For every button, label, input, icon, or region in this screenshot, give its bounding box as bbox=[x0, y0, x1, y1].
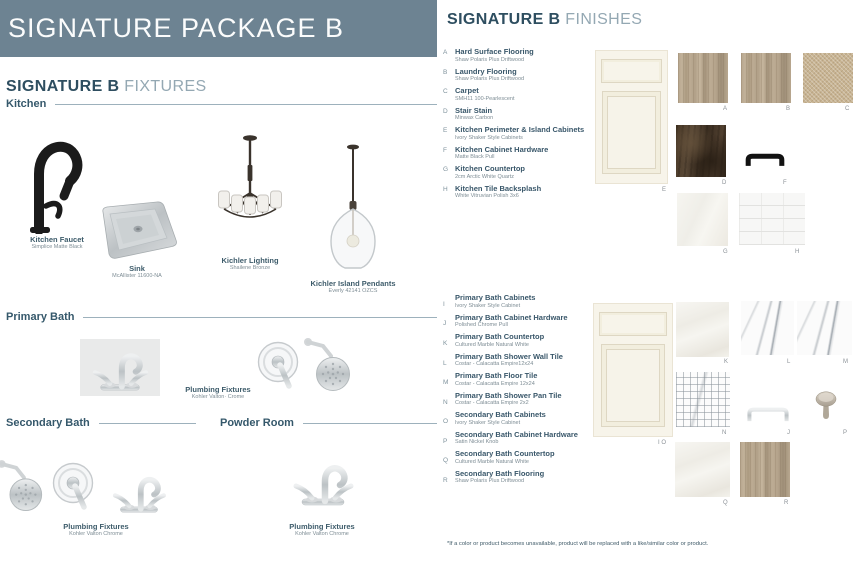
product-name: Plumbing Fixtures bbox=[185, 385, 251, 394]
disclaimer-text: *If a color or product becomes unavailable, product will be replaced with a like/similar color or product. bbox=[447, 541, 709, 547]
finish-item-b bbox=[443, 68, 593, 83]
finishes-list-bottom bbox=[443, 294, 593, 489]
swatch-label-io: I O bbox=[658, 440, 667, 446]
swatch-primary-countertop bbox=[676, 302, 729, 357]
page-title: SIGNATURE PACKAGE B bbox=[8, 13, 345, 43]
section-powder-room-title: Powder Room bbox=[220, 417, 294, 429]
finish-item-m bbox=[443, 372, 593, 387]
cabinet-drawer bbox=[601, 59, 662, 83]
finish-spec: Matte Black Pull bbox=[455, 154, 495, 161]
finish-item-f bbox=[443, 146, 593, 161]
swatch-kitchen-backsplash bbox=[739, 193, 805, 245]
finish-title: Carpet bbox=[455, 86, 479, 96]
finish-letter: O bbox=[443, 418, 449, 426]
finish-title: Hard Surface Flooring bbox=[455, 47, 534, 56]
product-spec: Everly 42141 OZCS bbox=[328, 288, 378, 294]
swatch-label-k: K bbox=[724, 359, 729, 365]
finishes-heading-strong: SIGNATURE B bbox=[447, 11, 566, 28]
finish-item-i bbox=[443, 294, 593, 309]
finish-title: Primary Bath Countertop bbox=[455, 332, 545, 342]
finish-item-n bbox=[443, 392, 593, 407]
finish-spec: SMH11 100-Pearlescent bbox=[455, 95, 515, 102]
island-pendant-image bbox=[323, 143, 383, 278]
finish-letter: G bbox=[443, 166, 449, 174]
finish-item-c bbox=[443, 87, 593, 102]
swatch-kitchen-hardware bbox=[740, 125, 790, 177]
finish-item-o bbox=[443, 411, 593, 426]
kichler-lighting-image bbox=[215, 133, 285, 255]
powder-room-plumbing-label bbox=[272, 522, 372, 538]
finish-title: Kitchen Tile Backsplash bbox=[455, 183, 542, 193]
finish-letter: E bbox=[443, 127, 448, 135]
finish-letter: N bbox=[443, 398, 448, 406]
swatch-secondary-flooring bbox=[740, 442, 790, 497]
swatch-label-n: N bbox=[722, 430, 727, 436]
finish-spec: Shaw Polaris Plus Driftwood bbox=[455, 478, 525, 485]
section-kitchen bbox=[6, 98, 437, 110]
primary-shower-head-image bbox=[303, 336, 353, 396]
finish-spec: Cultured Marble Natural White bbox=[455, 458, 529, 465]
finish-title: Secondary Bath Flooring bbox=[455, 468, 545, 478]
finish-title: Secondary Bath Countertop bbox=[455, 449, 555, 459]
section-rule bbox=[99, 423, 196, 424]
section-kitchen-title: Kitchen bbox=[6, 98, 47, 110]
swatch-hard-surface-flooring bbox=[678, 53, 728, 103]
product-name: Sink bbox=[129, 264, 145, 273]
section-rule bbox=[55, 104, 437, 105]
section-secondary-bath bbox=[6, 417, 196, 429]
swatch-stair-stain bbox=[676, 125, 726, 177]
finish-letter: F bbox=[443, 146, 447, 154]
finish-title: Kitchen Perimeter & Island Cabinets bbox=[455, 125, 585, 135]
finish-letter: I bbox=[443, 300, 445, 308]
swatch-shower-pan-tile bbox=[676, 372, 730, 427]
kichler-lighting-label bbox=[200, 256, 300, 272]
swatch-label-f: F bbox=[783, 180, 787, 186]
finish-title: Kitchen Countertop bbox=[455, 164, 525, 174]
kitchen-faucet-label bbox=[7, 235, 107, 251]
finish-title: Secondary Bath Cabinet Hardware bbox=[455, 429, 578, 439]
finish-item-a bbox=[443, 48, 593, 63]
product-spec: Kohler Valton Chrome bbox=[295, 531, 349, 537]
cabinet-drawer bbox=[599, 312, 666, 336]
finish-spec: Costar - Calacatta Empire 2x2 bbox=[455, 400, 529, 407]
finish-item-r bbox=[443, 470, 593, 485]
finish-spec: Polished Chrome Pull bbox=[455, 322, 508, 329]
powder-room-faucet-image bbox=[288, 452, 358, 510]
finish-title: Primary Bath Shower Wall Tile bbox=[455, 351, 563, 361]
finish-letter: B bbox=[443, 68, 448, 76]
section-rule bbox=[83, 317, 437, 318]
primary-shower-trim-image bbox=[255, 341, 301, 391]
finish-title: Stair Stain bbox=[455, 105, 493, 115]
finishes-list-top bbox=[443, 48, 593, 204]
swatch-cabinet-bath bbox=[593, 303, 673, 437]
swatch-primary-hardware bbox=[741, 372, 794, 427]
finish-title: Primary Bath Cabinets bbox=[455, 293, 536, 302]
finishes-heading bbox=[447, 11, 642, 29]
finish-letter: A bbox=[443, 49, 448, 56]
swatch-label-e: E bbox=[662, 187, 667, 193]
product-spec: McAllister 11600-NA bbox=[112, 273, 162, 279]
finish-spec: Ivory Shaker Style Cabinets bbox=[455, 134, 523, 141]
swatch-label-g: G bbox=[723, 249, 728, 255]
product-name: Plumbing Fixtures bbox=[289, 522, 355, 531]
swatch-label-l: L bbox=[787, 359, 791, 365]
swatch-label-p: P bbox=[843, 430, 848, 436]
swatch-label-r: R bbox=[784, 500, 789, 506]
swatch-shower-wall-tile bbox=[741, 301, 794, 355]
product-name: Kichler Island Pendants bbox=[310, 279, 396, 288]
finish-item-h bbox=[443, 185, 593, 200]
swatch-label-a: A bbox=[723, 106, 728, 112]
fixtures-heading-strong: SIGNATURE B bbox=[6, 78, 125, 95]
finish-letter: J bbox=[443, 320, 447, 328]
fixtures-heading bbox=[6, 78, 207, 96]
swatch-label-b: B bbox=[786, 106, 791, 112]
finish-title: Primary Bath Cabinet Hardware bbox=[455, 312, 568, 322]
primary-bath-plumbing-label bbox=[168, 385, 268, 401]
finish-letter: K bbox=[443, 340, 448, 347]
section-powder-room bbox=[220, 417, 437, 429]
finish-item-g bbox=[443, 165, 593, 180]
finish-letter: M bbox=[443, 379, 449, 387]
finish-title: Laundry Flooring bbox=[455, 66, 517, 76]
fixtures-heading-light: FIXTURES bbox=[124, 78, 207, 95]
cabinet-door-panel bbox=[601, 344, 665, 427]
secondary-bath-faucet-image bbox=[108, 468, 170, 514]
secondary-bath-plumbing-label bbox=[46, 522, 146, 538]
finish-spec: Cultured Marble Natural White bbox=[455, 341, 529, 348]
sink-label bbox=[87, 264, 187, 280]
finish-letter: P bbox=[443, 437, 448, 445]
finish-item-d bbox=[443, 107, 593, 122]
finish-title: Kitchen Cabinet Hardware bbox=[455, 144, 549, 154]
finish-title: Primary Bath Floor Tile bbox=[455, 371, 538, 381]
finish-letter: C bbox=[443, 88, 448, 96]
matte-black-pull-icon bbox=[744, 153, 786, 167]
secondary-shower-trim-image bbox=[50, 462, 96, 512]
finish-spec: Ivory Shaker Style Cabinet bbox=[455, 419, 521, 426]
finish-spec: Shaw Polaris Plus Driftwood bbox=[455, 56, 525, 63]
finish-item-j bbox=[443, 314, 593, 329]
finish-item-k bbox=[443, 333, 593, 348]
product-name: Kichler Lighting bbox=[221, 256, 279, 265]
swatch-kitchen-countertop bbox=[677, 193, 728, 246]
swatch-label-q: Q bbox=[723, 500, 728, 506]
swatch-label-d: D bbox=[722, 180, 727, 186]
bath-faucet-icon bbox=[87, 344, 153, 392]
finish-spec: Shaw Polaris Plus Driftwood bbox=[455, 76, 525, 83]
swatch-secondary-countertop bbox=[675, 442, 730, 497]
product-spec: Kohler Valton Chrome bbox=[69, 531, 123, 537]
primary-bath-faucet-image bbox=[80, 339, 160, 396]
section-primary-bath bbox=[6, 311, 437, 323]
finish-spec: 2cm Arctic White Quartz bbox=[455, 173, 514, 180]
finish-letter: D bbox=[443, 107, 448, 115]
finish-item-e bbox=[443, 126, 593, 141]
finish-item-q bbox=[443, 450, 593, 465]
satin-nickel-knob-icon bbox=[815, 391, 837, 423]
swatch-label-c: C bbox=[845, 106, 850, 112]
finish-letter: H bbox=[443, 185, 448, 193]
swatch-carpet bbox=[803, 53, 853, 103]
product-spec: Kohler Valton· Crome bbox=[191, 394, 245, 400]
swatch-label-j: J bbox=[787, 430, 790, 436]
swatch-secondary-hardware bbox=[800, 372, 852, 427]
swatch-floor-tile bbox=[797, 301, 852, 355]
section-secondary-bath-title: Secondary Bath bbox=[6, 417, 90, 429]
finish-spec: Costar - Calacatta Empire12x24 bbox=[455, 361, 534, 368]
island-pendant-label bbox=[303, 279, 403, 295]
swatch-laundry-flooring bbox=[741, 53, 791, 103]
secondary-shower-head-image bbox=[0, 458, 45, 516]
finish-letter: R bbox=[443, 476, 448, 484]
finish-spec: Ivory Shaker Style Cabinet bbox=[455, 302, 521, 309]
finish-spec: Costar - Calacatta Empire 12x24 bbox=[455, 380, 535, 387]
sink-image bbox=[95, 200, 180, 262]
finish-spec: White Vitruvian Polish 3x6 bbox=[455, 193, 519, 200]
kitchen-faucet-image bbox=[13, 122, 98, 234]
finish-title: Secondary Bath Cabinets bbox=[455, 410, 546, 420]
finish-letter: Q bbox=[443, 457, 449, 465]
title-banner bbox=[0, 0, 437, 57]
swatch-label-m: M bbox=[843, 359, 848, 365]
finish-spec: Minwax Carbon bbox=[455, 115, 494, 122]
cabinet-door-panel bbox=[602, 91, 660, 174]
product-spec: Shailene Bronze bbox=[229, 265, 271, 271]
product-spec: Simplice Matte Black bbox=[31, 244, 83, 250]
section-primary-bath-title: Primary Bath bbox=[6, 311, 75, 323]
finish-item-p bbox=[443, 431, 593, 446]
polished-chrome-pull-icon bbox=[745, 406, 791, 422]
product-name: Plumbing Fixtures bbox=[63, 522, 129, 531]
finishes-heading-light: FINISHES bbox=[565, 11, 643, 28]
finish-item-l bbox=[443, 353, 593, 368]
swatch-cabinet-kitchen bbox=[595, 50, 668, 184]
swatch-label-h: H bbox=[795, 249, 800, 255]
product-name: Kitchen Faucet bbox=[30, 235, 84, 244]
finish-spec: Satin Nickel Knob bbox=[455, 439, 499, 446]
section-rule bbox=[303, 423, 437, 424]
finish-title: Primary Bath Shower Pan Tile bbox=[455, 390, 562, 400]
finish-letter: L bbox=[443, 359, 447, 367]
